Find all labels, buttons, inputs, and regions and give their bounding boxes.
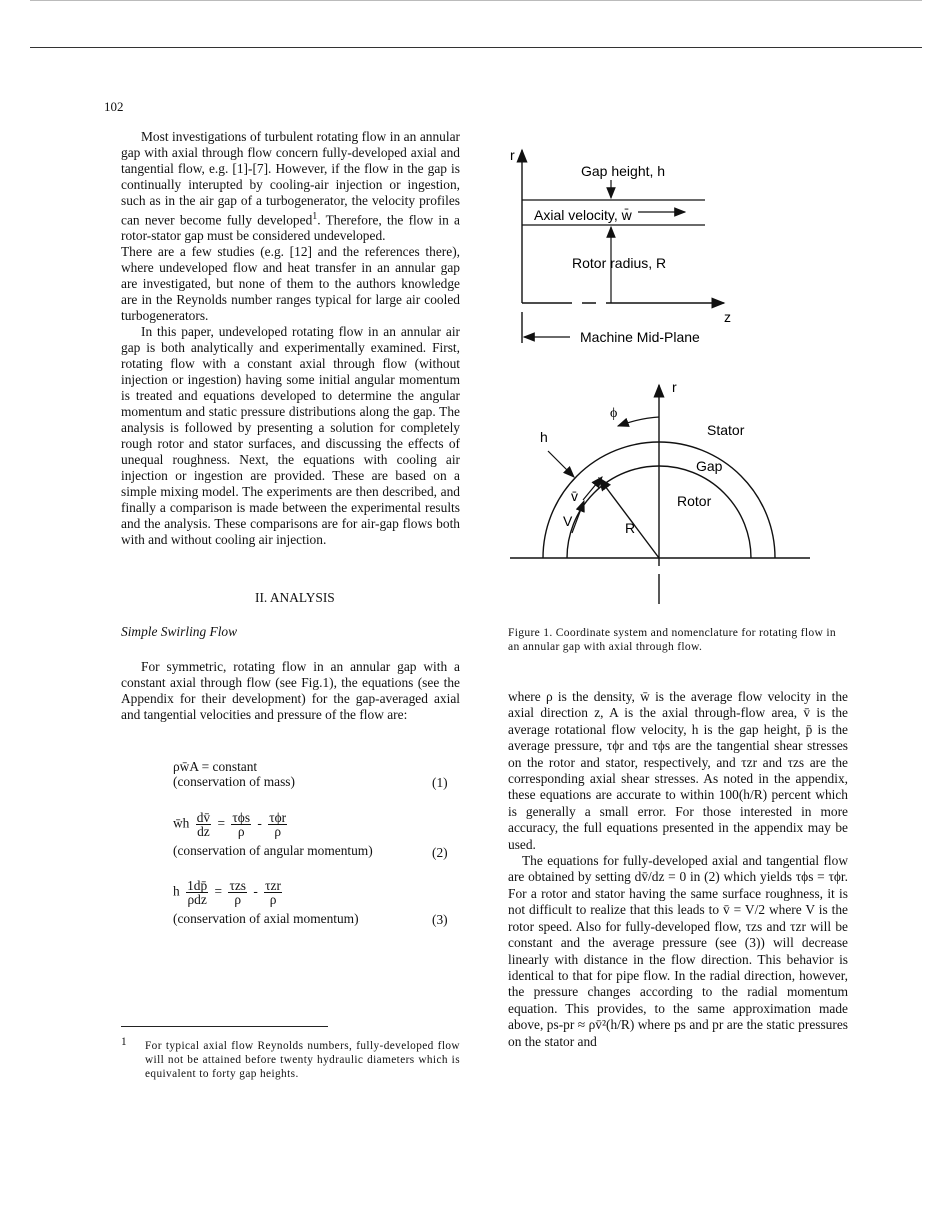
- gap-height-label: Gap height, h: [581, 163, 666, 179]
- intro-paragraph-2: There are a few studies (e.g. [12] and the references there), where undeveloped flow and heat transfer in an annular gap are investigated, but none of them to the authors knowledge are in the Reynolds number ranges typical for large air cooled turbogenerators.: [121, 244, 460, 324]
- z-label: z: [724, 309, 731, 325]
- axial-velocity-label: Axial velocity, w̄: [534, 207, 632, 223]
- V-label: V: [563, 513, 573, 529]
- mid-plane-label: Machine Mid-Plane: [580, 329, 700, 345]
- r-label-bottom: r: [672, 379, 677, 395]
- V-arrow: [572, 501, 584, 533]
- gap-label: Gap: [696, 458, 723, 474]
- header-rule: [30, 47, 922, 48]
- page-number: 102: [104, 99, 124, 114]
- phi-label: ϕ: [610, 406, 618, 421]
- equation-2: w̄h $\frac{dv̄}{dz}$ = $\frac{\text{τϕs}}{\rho}$ - $\frac{\text{τϕr}}{\rho}$ (conservation of angular momentum): [173, 810, 373, 858]
- footnote-mark: 1: [312, 211, 318, 222]
- equation-1: ρw̄A = constant (conservation of mass): [173, 759, 295, 789]
- right-paragraph-1: where ρ is the density, w̄ is the average flow velocity in the axial direction z, A is the axial through-flow area, v̄ is the average rotational flow velocity, h is the gap height, p̄ is the average pressure, τϕr and τϕs are the tangential shear stresses on the rotor and stator, respectively, and τzr and τzs are the corresponding axial shear stresses. As noted in the appendix, these equations are accurate to within 100(h/R) percent which is generally a small error. For those interested in more accuracy, the full equations presented in the appendix may be used.: [508, 689, 848, 852]
- figure-caption: Figure 1. Coordinate system and nomenclature for rotating flow in an annular gap with axial through flow.: [508, 626, 836, 653]
- analysis-intro: For symmetric, rotating flow in an annular gap with a constant axial through flow (see Fig.1), the equations (see the Appendix for their development) for the gap-averaged axial and tangential velocities and pressure of the flow are:: [121, 659, 460, 722]
- section-heading: II. ANALYSIS: [255, 590, 335, 605]
- footnote-rule: [121, 1026, 328, 1027]
- intro-paragraph-3: In this paper, undeveloped rotating flow in an annular air gap is both analytically and experimentally examined. First, rotating flow with a constant axial through flow (without injection or ingestion) having some initial angular momentum is treated and equations developed to determine the angular momentum and static pressure distributions along the gap. The analysis is followed by presenting a solution for completely rough rotor and stator surfaces, and discussing the effects of unequal roughness. Next, the equations with cooling air injection or ingestion are provided. These are based on a simple mixing model. The experiments are then described, and finally a comparison is made between the experimental results and the analysis. These comparisons are for air-gap flows both with and without cooling air injection.: [121, 324, 460, 548]
- radius-line: [599, 478, 659, 558]
- subsection-heading: Simple Swirling Flow: [121, 624, 238, 639]
- rotor-label: Rotor: [677, 493, 712, 509]
- equation-1-number: (1): [432, 775, 448, 790]
- figure-1: [500, 140, 850, 610]
- intro-paragraph-1: Most investigations of turbulent rotating flow in an annular gap with axial through flow concern fully-developed axial and tangential flow, e.g. [1]-[7]. However, if the flow in the gap is continually interupted by cooling-air injection or ingestion, such as in the air gap of a turbogenerator, the velocity profiles can never become fully developed$^1$. Therefore, the flow in a rotor-stator gap must be considered undeveloped.: [121, 129, 460, 244]
- h-arrow: [548, 451, 574, 477]
- right-column-text: [508, 689, 848, 1050]
- footnote-number: 1: [121, 1036, 128, 1048]
- rotor-radius-label: Rotor radius, R: [572, 255, 667, 271]
- radius-label: R: [625, 520, 636, 536]
- equation-2-number: (2): [432, 845, 448, 860]
- equation-3-number: (3): [432, 912, 448, 927]
- top-rule: [30, 0, 922, 1]
- vbar-label: v̄: [571, 488, 578, 504]
- phi-arc: [618, 417, 659, 426]
- intro-text: [121, 129, 460, 548]
- r-label-top: r: [510, 147, 515, 163]
- stator-label: Stator: [707, 422, 745, 438]
- footnote-text: For typical axial flow Reynolds numbers, fully-developed flow will not be attained before twenty hydraulic diameters which is equivalent to forty gap heights.: [145, 1040, 460, 1080]
- right-paragraph-2: The equations for fully-developed axial and tangential flow are obtained by setting dv̄/dz = 0 in (2) which yields τϕs = τϕr. For a rotor and stator having the same surface roughness, it is not difficult to realize that this leads to v̄ = V/2 where V is the rotor speed. Also for fully-developed flow, τzs and τzr will be constant and the average pressure (see (3)) will decrease linearly with distance in the flow direction. This behavior is identical to that for pipe flow. In the radial direction, however, the pressure changes according to the radial momentum equation. This provides, to the same approximation made above, ps-pr ≈ ρv̄²(h/R) where ps and pr are the static pressures on the stator and: [508, 853, 848, 1049]
- equation-3: h $\frac{1dp̄}{\text{ρdz}}$ = $\frac{\text{τzs}}{\rho}$ - $\frac{\text{τzr}}{\rho}$ (conservation of axial momentum): [173, 878, 359, 926]
- h-label: h: [540, 429, 548, 445]
